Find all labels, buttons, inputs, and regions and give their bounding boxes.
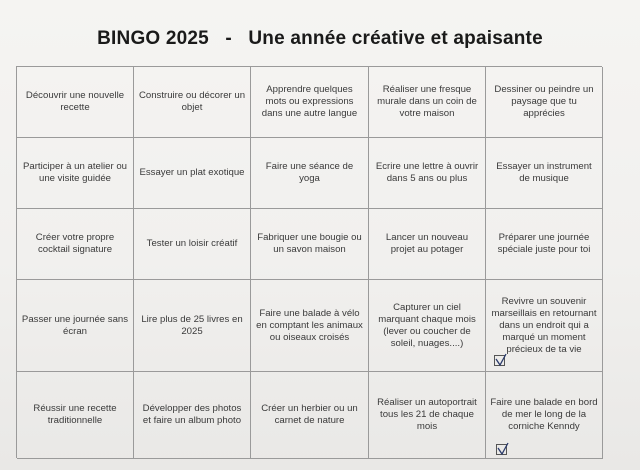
bingo-cell-text: Lire plus de 25 livres en 2025 <box>141 313 243 337</box>
bingo-cell-text: Faire une séance de yoga <box>265 161 354 184</box>
bingo-cell-text: Créer un herbier ou un carnet de nature <box>261 403 358 426</box>
bingo-cell <box>134 209 251 280</box>
bingo-cell <box>369 67 486 138</box>
bingo-cell-text: Construire ou décorer un objet <box>138 90 246 113</box>
bingo-cell-text: Réaliser un autoportrait tous les 21 de chaque mois <box>377 397 477 432</box>
bingo-cell-text: Préparer une journée spéciale juste pour toi <box>497 232 591 255</box>
bingo-cell <box>17 280 134 372</box>
bingo-cell <box>251 209 369 280</box>
bingo-cell-text: Lancer un nouveau projet au potager <box>385 232 469 255</box>
bingo-cell-text: Passer une journée sans écran <box>21 313 129 337</box>
bingo-cell-text: Fabriquer une bougie ou un savon maison <box>257 232 362 255</box>
bingo-cell <box>17 372 134 459</box>
checkbox-checked-icon <box>496 444 507 455</box>
bingo-cell <box>17 138 134 209</box>
bingo-cell-text: Dessiner ou peindre un paysage que tu apprécies <box>494 84 594 119</box>
bingo-cell <box>134 280 251 372</box>
bingo-cell-text: Faire une balade en bord de mer le long de la corniche Kenndy <box>490 397 598 432</box>
bingo-cell-text: Participer à un atelier ou une visite guidée <box>23 161 127 184</box>
bingo-cell-text: Essayer un instrument de musique <box>496 161 592 184</box>
bingo-cell <box>486 67 603 138</box>
bingo-cell <box>251 138 369 209</box>
bingo-cell <box>134 372 251 459</box>
bingo-cell-text: Essayer un plat exotique <box>139 167 245 178</box>
bingo-cell-text: Créer votre propre cocktail signature <box>35 232 115 255</box>
bingo-cell <box>486 280 603 372</box>
bingo-cell-text: Développer des photos et faire un album photo <box>142 403 242 426</box>
bingo-cell-text: Apprendre quelques mots ou expressions dans une autre langue <box>261 84 358 119</box>
bingo-cell <box>486 138 603 209</box>
bingo-cell <box>134 67 251 138</box>
bingo-cell-text: Faire une balade à vélo en comptant les animaux ou oiseaux croisés <box>256 307 363 343</box>
bingo-cell-text: Revivre un souvenir marseillais en retournant dans un endroit qui a marqué un moment précieux de ta vie <box>491 295 597 355</box>
checkbox-checked-icon <box>494 355 505 366</box>
bingo-cell <box>486 372 603 459</box>
bingo-cell <box>17 67 134 138</box>
page-title: BINGO 2025 - Une année créative et apaisante <box>97 28 543 49</box>
bingo-cell <box>369 280 486 372</box>
bingo-cell-text: Découvrir une nouvelle recette <box>25 90 125 113</box>
bingo-cell <box>369 372 486 459</box>
bingo-cell <box>251 280 369 372</box>
bingo-cell <box>251 67 369 138</box>
bingo-cell <box>486 209 603 280</box>
bingo-cell-text: Capturer un ciel marquant chaque mois (lever ou coucher de soleil, nuages....) <box>378 301 476 349</box>
bingo-cell-text: Réaliser une fresque murale dans un coin de votre maison <box>377 84 477 119</box>
bingo-cell <box>251 372 369 459</box>
bingo-cell-text: Réussir une recette traditionnelle <box>33 403 117 426</box>
bingo-cell-text: Ecrire une lettre à ouvrir dans 5 ans ou plus <box>375 161 479 184</box>
bingo-grid <box>16 66 602 458</box>
bingo-cell <box>17 209 134 280</box>
bingo-cell <box>369 138 486 209</box>
bingo-cell <box>134 138 251 209</box>
bingo-cell-text: Tester un loisir créatif <box>146 238 238 249</box>
bingo-cell <box>369 209 486 280</box>
